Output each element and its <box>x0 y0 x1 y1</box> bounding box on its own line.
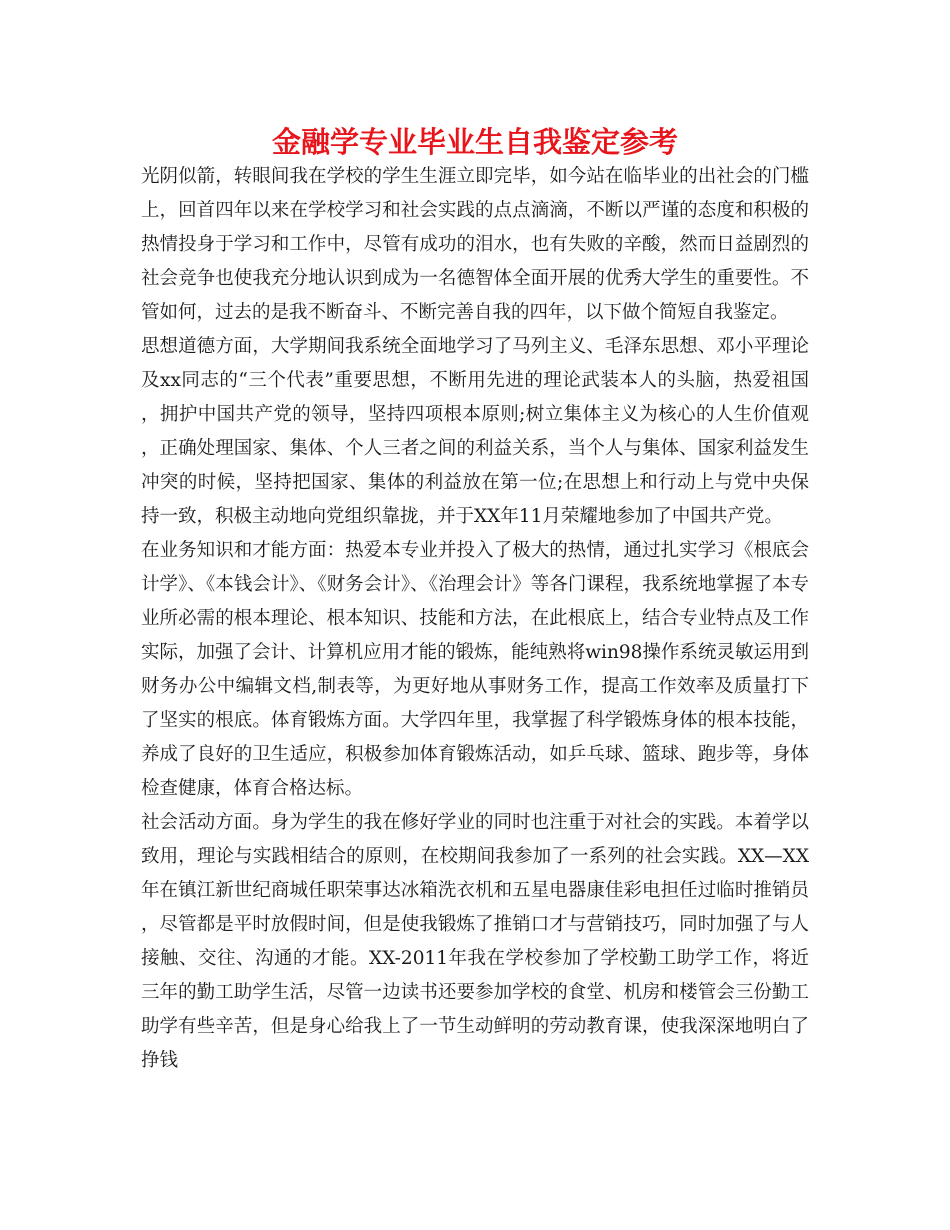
paragraph-intro: 光阴似箭，转眼间我在学校的学生生涯立即完毕，如今站在临毕业的出社会的门槛上，回首四年以来在学校学习和社会实践的点点滴滴，不断以严谨的态度和积极的热情投身于学习和工作中，尽管有成功的泪水，也有失败的辛酸，然而日益剧烈的社会竞争也使我充分地认识到成为一名德智体全面开展的优秀大学生的重要性。不管如何，过去的是我不断奋斗、不断完善自我的四年，以下做个简短自我鉴定。 <box>141 166 809 323</box>
paragraph-ideology: 思想道德方面，大学期间我系统全面地学习了马列主义、毛泽东思想、邓小平理论及xx同志的“三个代表”重要思想，不断用先进的理论武装本人的头脑，热爱祖国，拥护中国共产党的领导，坚持四项根本原则;树立集体主义为核心的人生价值观，正确处理国家、集体、个人三者之间的利益关系，当个人与集体、国家利益发生冲突的时候，坚持把国家、集体的利益放在第一位;在思想上和行动上与党中央保持一致，积极主动地向党组织靠拢，并于XX年11月荣耀地参加了中国共产党。 <box>141 336 809 527</box>
document-body <box>141 160 809 1078</box>
paragraph-professional-skills: 在业务知识和才能方面：热爱本专业并投入了极大的热情，通过扎实学习《根底会计学》、《本钱会计》、《财务会计》、《治理会计》等各门课程，我系统地掌握了本专业所必需的根本理论、根本知识、技能和方法，在此根底上，结合专业特点及工作实际，加强了会计、计算机应用才能的锻炼，能纯熟将win98操作系统灵敏运用到财务办公中编辑文档,制表等，为更好地从事财务工作，提高工作效率及质量打下了坚实的根底。体育锻炼方面。大学四年里，我掌握了科学锻炼身体的根本技能，养成了良好的卫生适应，积极参加体育锻炼活动，如乒乓球、篮球、跑步等，身体检查健康，体育合格达标。 <box>141 540 809 799</box>
document-title: 金融学专业毕业生自我鉴定参考 <box>271 125 678 159</box>
paragraph-social-activities: 社会活动方面。身为学生的我在修好学业的同时也注重于对社会的实践。本着学以致用，理论与实践相结合的原则，在校期间我参加了一系列的社会实践。XX—XX年在镇江新世纪商城任职荣事达冰箱洗衣机和五星电器康佳彩电担任过临时推销员，尽管都是平时放假时间，但是使我锻炼了推销口才与营销技巧，同时加强了与人接触、交往、沟通的才能。XX-2011年我在学校参加了学校勤工助学工作，将近三年的勤工助学生活，尽管一边读书还要参加学校的食堂、机房和楼管会三份勤工助学有些辛苦，但是身心给我上了一节生动鲜明的劳动教育课，使我深深地明白了挣钱 <box>141 812 809 1071</box>
